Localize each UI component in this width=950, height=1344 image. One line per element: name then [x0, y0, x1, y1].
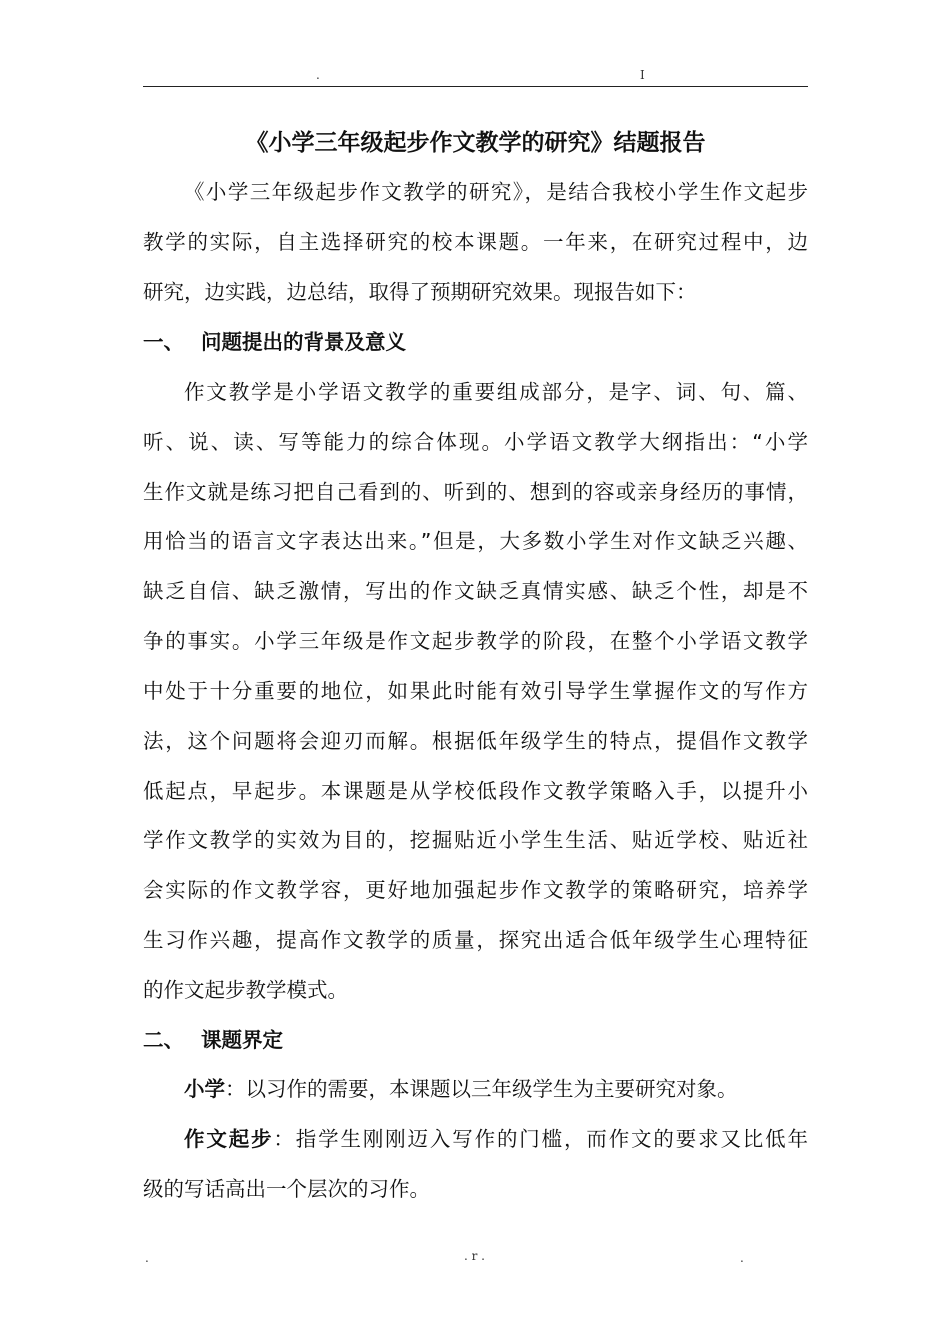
definition-line: 级的写话高出一个层次的习作。 [143, 1177, 430, 1201]
paragraph-line: 中处于十分重要的地位，如果此时能有效引导学生掌握作文的写作方 [143, 679, 808, 703]
section-title: 课题界定 [201, 1028, 283, 1052]
definition-text: ：以习作的需要，本课题以三年级学生为主要研究对象。 [225, 1077, 738, 1101]
header-page-mark: I [640, 68, 645, 82]
header-left-mark: . [316, 68, 320, 82]
paragraph-line: 争的事实。小学三年级是作文起步教学的阶段，在整个小学语文教学 [143, 629, 808, 653]
paragraph-line: 用恰当的语言文字表达出来。”但是，大多数小学生对作文缺乏兴趣、 [143, 529, 808, 553]
definition-line [143, 1125, 808, 1153]
paragraph-line: 的作文起步教学模式。 [143, 978, 348, 1002]
definition-term: 作文起步 [184, 1127, 274, 1151]
definition-text: ：指学生刚刚迈入写作的门槛，而作文的要求又比低年 [273, 1127, 809, 1151]
section-number: 二、 [143, 1028, 184, 1052]
intro-line: 教学的实际，自主选择研究的校本课题。一年来，在研究过程中，边 [143, 230, 808, 254]
paragraph-line: 生作文就是练习把自己看到的、听到的、想到的容或亲身经历的事情， [143, 480, 808, 504]
footer-left-dot: . [145, 1251, 149, 1265]
header-rule [143, 86, 808, 87]
paragraph-line: 缺乏自信、缺乏激情，写出的作文缺乏真情实感、缺乏个性，却是不 [143, 579, 808, 603]
section-heading [143, 1026, 283, 1054]
definition-term: 小学 [184, 1077, 225, 1101]
section-heading [143, 328, 406, 356]
document-title: 《小学三年级起步作文教学的研究》结题报告 [245, 130, 706, 156]
paragraph-line: 听、说、读、写等能力的综合体现。小学语文教学大纲指出：“小学 [143, 430, 808, 454]
paragraph-line: 作文教学是小学语文教学的重要组成部分，是字、词、句、篇、 [184, 380, 808, 404]
section-number: 一、 [143, 330, 184, 354]
footer-right-dot: . [740, 1251, 744, 1265]
paragraph-line: 法，这个问题将会迎刃而解。根据低年级学生的特点，提倡作文教学 [143, 729, 808, 753]
section-title: 问题提出的背景及意义 [201, 330, 406, 354]
intro-line: 《小学三年级起步作文教学的研究》，是结合我校小学生作文起步 [184, 180, 808, 204]
paragraph-line: 学作文教学的实效为目的，挖掘贴近小学生生活、贴近学校、贴近社 [143, 828, 808, 852]
paragraph-line: 会实际的作文教学容，更好地加强起步作文教学的策略研究，培养学 [143, 878, 808, 902]
paragraph-line: 低起点，早起步。本课题是从学校低段作文教学策略入手，以提升小 [143, 779, 808, 803]
paragraph-line: 生习作兴趣，提高作文教学的质量，探究出适合低年级学生心理特征 [143, 928, 808, 952]
definition-line [143, 1075, 808, 1103]
footer-center-mark: . r . [464, 1249, 485, 1263]
intro-line: 研究，边实践，边总结，取得了预期研究效果。现报告如下： [143, 280, 697, 304]
